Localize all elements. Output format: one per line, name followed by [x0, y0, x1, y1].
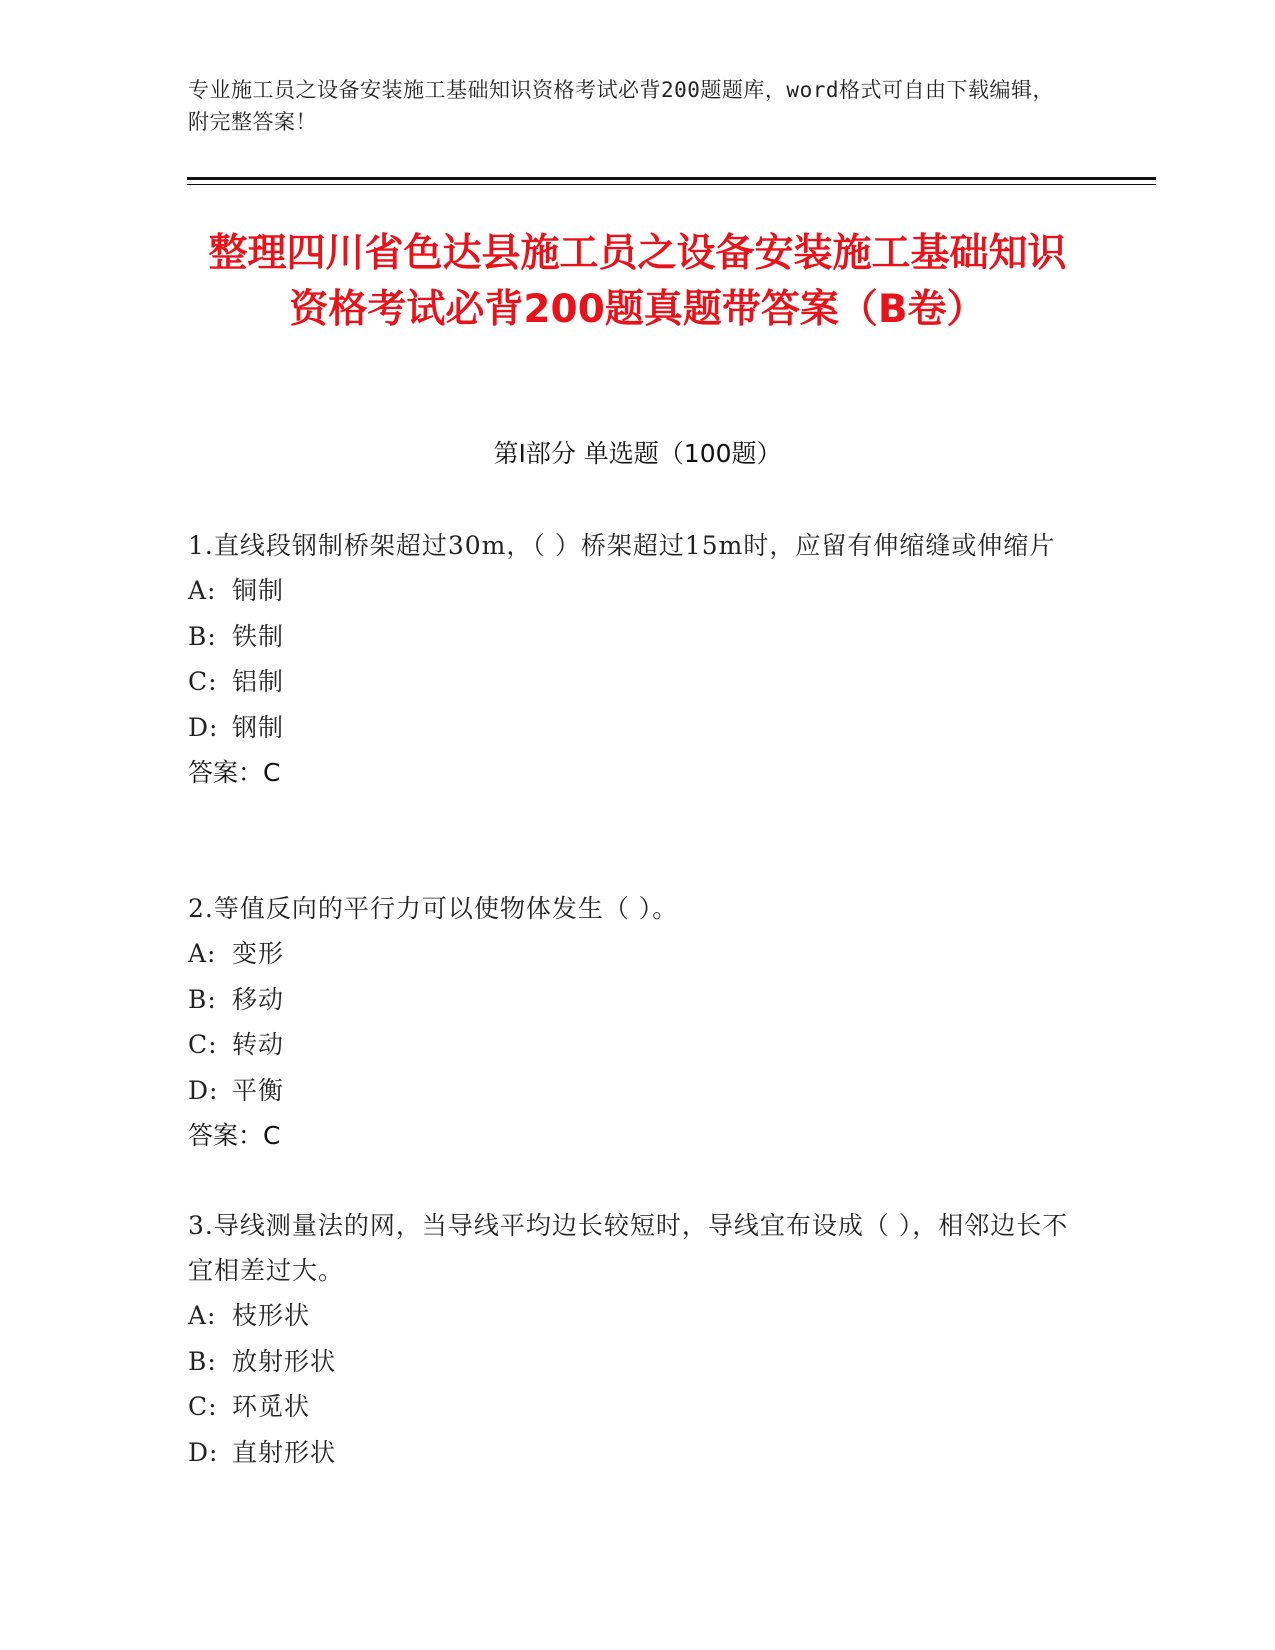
option-text: 铝制 — [232, 667, 285, 696]
question-stem: 1.直线段钢制桥架超过30m，（ ）桥架超过15m时，应留有伸缩缝或伸缩片 — [188, 531, 1056, 560]
option-text: 枝形状 — [232, 1301, 311, 1330]
option-d — [188, 1430, 1088, 1476]
document-title: 整理四川省色达县施工员之设备安装施工基础知识资格考试必背200题真题带答案（B卷） — [208, 231, 1067, 332]
option-c — [188, 1384, 1088, 1430]
question-1 — [188, 523, 1088, 796]
option-text: 直射形状 — [232, 1437, 337, 1467]
option-letter: C: — [188, 667, 218, 696]
section-heading: 第Ⅰ部分 单选题（100题） — [493, 439, 782, 468]
option-a — [188, 931, 1088, 977]
option-letter: B: — [188, 984, 217, 1014]
header-note: 专业施工员之设备安装施工基础知识资格考试必背200题题库，word格式可自由下载编辑，附完整答案！ — [188, 78, 1054, 134]
option-text: 钢制 — [232, 712, 285, 742]
header-divider-thin — [187, 184, 1156, 185]
question-2 — [188, 886, 1088, 1159]
option-text: 平衡 — [232, 1075, 285, 1105]
option-a — [188, 1293, 1088, 1339]
option-text: 转动 — [232, 1030, 285, 1059]
option-text: 变形 — [232, 939, 285, 968]
option-b — [188, 1339, 1088, 1385]
option-d — [188, 1068, 1088, 1114]
option-letter: B: — [188, 1346, 217, 1376]
option-text: 铁制 — [232, 621, 285, 651]
option-text: 环觅状 — [232, 1392, 311, 1421]
header-divider-thick — [187, 177, 1156, 180]
option-letter: D: — [188, 1075, 219, 1105]
option-a — [188, 568, 1088, 614]
option-text: 铜制 — [232, 576, 285, 605]
option-d — [188, 705, 1088, 751]
option-c — [188, 1022, 1088, 1068]
option-letter: C: — [188, 1392, 218, 1421]
question-stem: 3.导线测量法的网，当导线平均边长较短时，导线宜布设成（ ），相邻边长不宜相差过大。 — [188, 1211, 1069, 1285]
option-c — [188, 659, 1088, 705]
option-b — [188, 977, 1088, 1023]
answer-line: 答案：C — [188, 758, 281, 787]
option-letter: C: — [188, 1030, 218, 1059]
answer-line: 答案：C — [188, 1121, 281, 1150]
option-letter: D: — [188, 712, 219, 742]
option-letter: A: — [188, 576, 217, 605]
option-b — [188, 614, 1088, 660]
option-letter: B: — [188, 621, 217, 651]
question-stem: 2.等值反向的平行力可以使物体发生（ ）。 — [188, 894, 679, 923]
option-letter: D: — [188, 1437, 219, 1467]
option-letter: A: — [188, 939, 217, 968]
option-text: 放射形状 — [232, 1346, 337, 1376]
option-text: 移动 — [232, 984, 285, 1014]
option-letter: A: — [188, 1301, 217, 1330]
question-3 — [188, 1203, 1088, 1475]
